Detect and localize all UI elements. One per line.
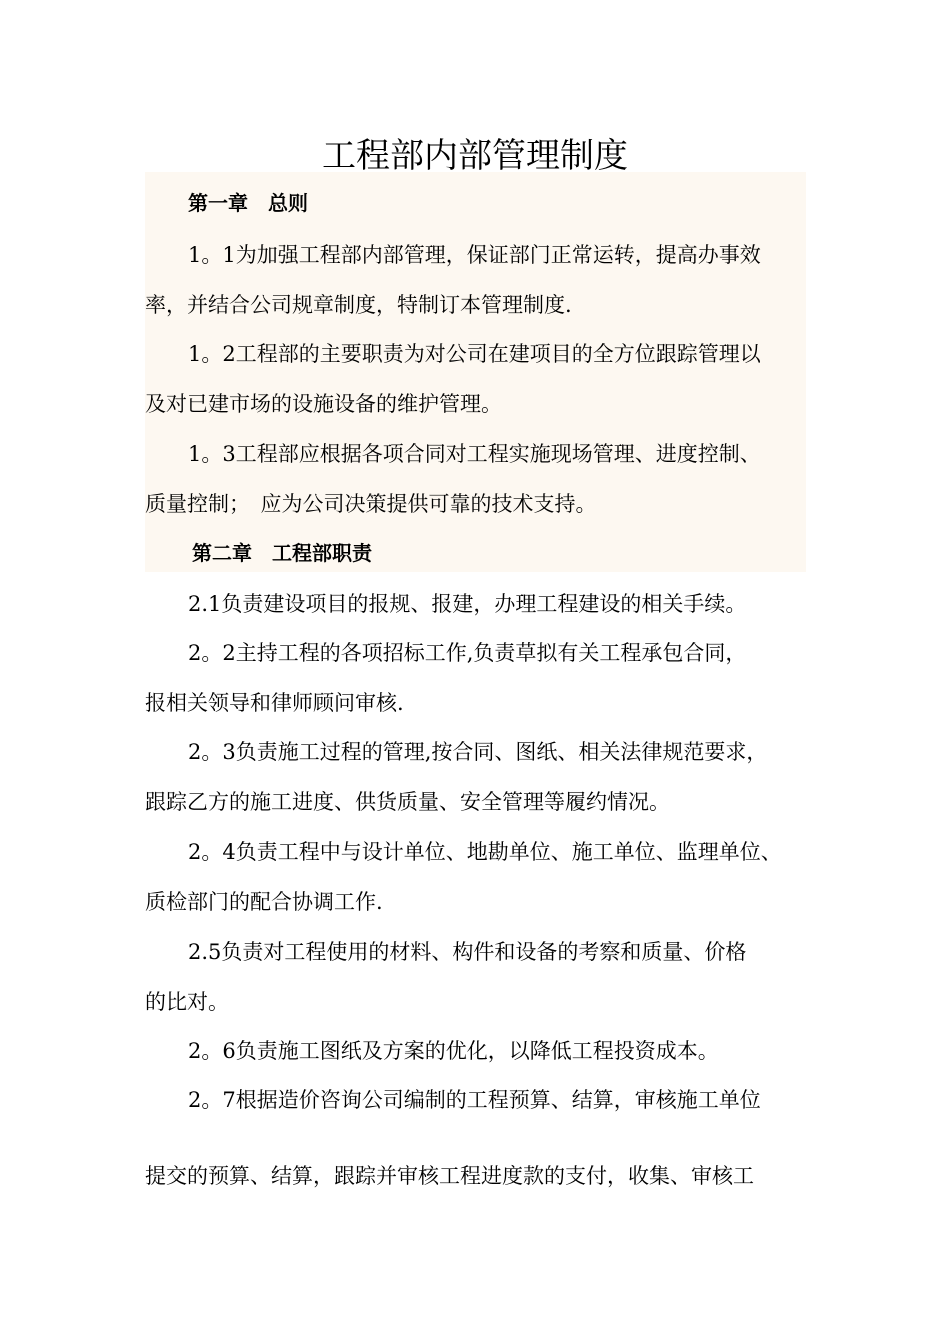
chapter-1-heading: 第一章 总则 bbox=[188, 191, 308, 215]
paragraph-line: 及对已建市场的设施设备的维护管理。 bbox=[145, 392, 502, 416]
paragraph-line: 2.5负责对工程使用的材料、构件和设备的考察和质量、价格 bbox=[188, 940, 747, 964]
paragraph-line: 跟踪乙方的施工进度、供货质量、安全管理等履约情况。 bbox=[145, 790, 670, 814]
paragraph-line: 的比对。 bbox=[145, 990, 229, 1014]
document-title: 工程部内部管理制度 bbox=[322, 136, 628, 176]
paragraph-line: 1。2工程部的主要职责为对公司在建项目的全方位跟踪管理以 bbox=[188, 342, 761, 366]
paragraph-line: 2.1负责建设项目的报规、报建，办理工程建设的相关手续。 bbox=[188, 592, 747, 616]
paragraph-line: 2。7根据造价咨询公司编制的工程预算、结算，审核施工单位 bbox=[188, 1088, 761, 1112]
paragraph-line: 质量控制； 应为公司决策提供可靠的技术支持。 bbox=[145, 492, 597, 516]
paragraph-line: 2。2主持工程的各项招标工作,负责草拟有关工程承包合同， bbox=[188, 641, 747, 665]
paragraph-line: 质检部门的配合协调工作. bbox=[145, 890, 383, 914]
paragraph-line: 报相关领导和律师顾问审核. bbox=[145, 691, 404, 715]
paragraph-line: 1。3工程部应根据各项合同对工程实施现场管理、进度控制、 bbox=[188, 442, 761, 466]
paragraph-line: 2。3负责施工过程的管理,按合同、图纸、相关法律规范要求， bbox=[188, 740, 768, 764]
chapter-2-heading: 第二章 工程部职责 bbox=[192, 541, 372, 565]
paragraph-line: 1。1为加强工程部内部管理，保证部门正常运转，提高办事效 bbox=[188, 243, 761, 267]
paragraph-line: 提交的预算、结算，跟踪并审核工程进度款的支付，收集、审核工 bbox=[145, 1164, 754, 1188]
paragraph-line: 2。6负责施工图纸及方案的优化，以降低工程投资成本。 bbox=[188, 1039, 719, 1063]
paragraph-line: 2。4负责工程中与设计单位、地勘单位、施工单位、监理单位、 bbox=[188, 840, 782, 864]
paragraph-line: 率，并结合公司规章制度，特制订本管理制度. bbox=[145, 293, 572, 317]
